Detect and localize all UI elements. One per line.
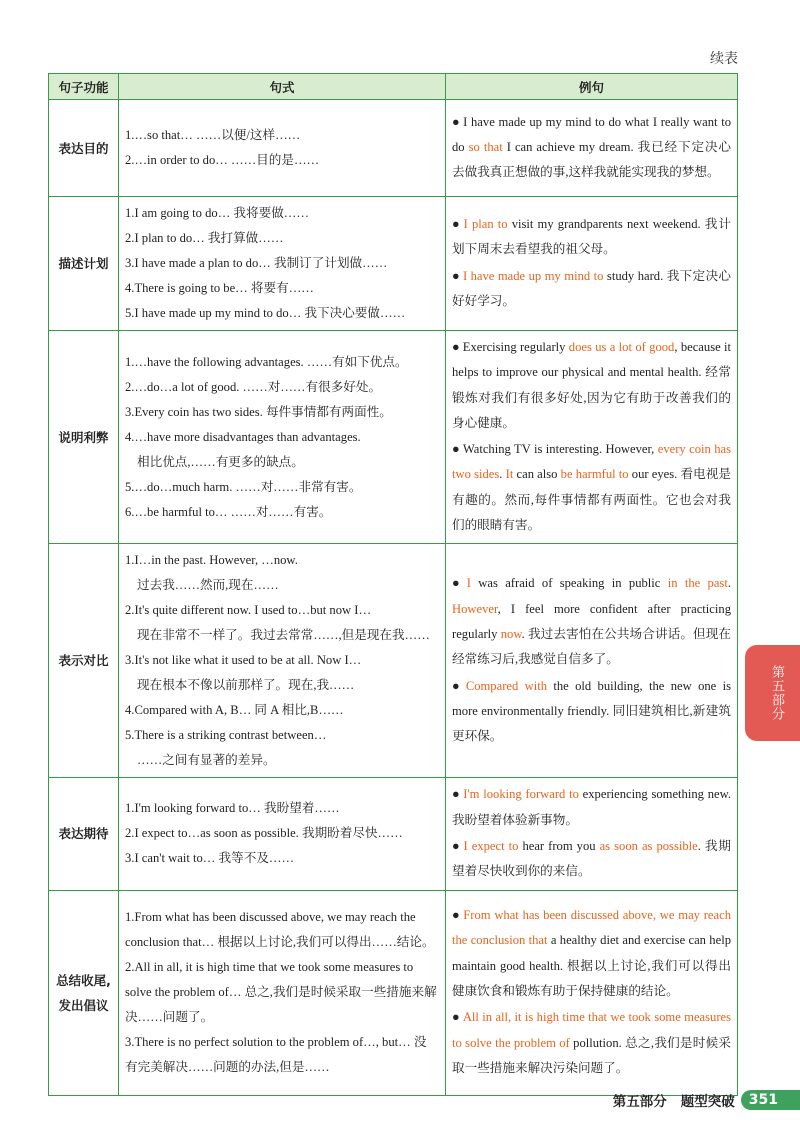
highlighted-phrase: so that: [468, 139, 503, 154]
pattern-line: 1.From what has been discussed above, we may reach the conclusion that… 根据以上讨论,我们可以得出……结论。: [125, 910, 435, 950]
pattern-line: 4.There is going to be… 将要有……: [125, 281, 314, 295]
pattern-line: ……之间有显著的差异。: [137, 753, 276, 768]
example-text: our eyes. 看电视是有趣的。然而,每件事情都有两面性。它也会对我们的眼睛有害。: [452, 467, 731, 533]
pattern-line: 3.There is no perfect solution to the problem of…, but… 没有完美解决……问题的办法,但是……: [125, 1035, 427, 1075]
function-cell: 表达期待: [49, 778, 119, 890]
table-row: [49, 544, 738, 778]
pattern-line: 现在根本不像以前那样了。现在,我……: [137, 678, 355, 693]
highlighted-phrase: Compared with: [465, 678, 548, 693]
example-text: . 我过去害怕在公共场合讲话。但现在经常练习后,我感觉自信多了。: [452, 626, 732, 667]
example-text: I have made up my mind to do what I really want to do: [452, 114, 732, 154]
function-cell: 说明利弊: [49, 331, 119, 544]
example-text: .: [727, 576, 731, 591]
bullet-icon: ●: [452, 838, 461, 853]
function-cell: 表示对比: [49, 544, 119, 778]
pattern-line: 3.It's not like what it used to be at all. Now I…: [125, 653, 362, 668]
pattern-line: 1.I am going to do… 我将要做……: [125, 206, 309, 220]
highlighted-phrase: I expect to: [463, 838, 519, 853]
example-text: Exercising regularly: [462, 340, 569, 354]
highlighted-phrase: I'm looking forward to: [463, 787, 579, 802]
example-text: .: [499, 467, 506, 482]
example-sentence: [452, 110, 731, 186]
example-text: pollution. 总之,我们是时候采取一些措施来解决污染问题了。: [452, 1035, 731, 1075]
pattern-line: 3.I have made a plan to do… 我制订了计划做……: [125, 256, 388, 270]
table-header-row: [49, 74, 738, 100]
example-sentence: [452, 437, 731, 538]
section-side-tab: [745, 645, 800, 741]
example-sentence: [452, 782, 731, 833]
table-row: [49, 778, 738, 890]
pattern-line: 4.…have more disadvantages than advantages.: [125, 429, 361, 444]
bullet-icon: ●: [452, 268, 460, 283]
bullet-icon: ●: [452, 340, 460, 354]
footer-topic: 题型突破: [680, 1094, 735, 1110]
pattern-line: 4.Compared with A, B… 同 A 相比,B……: [125, 703, 344, 718]
example-text: I can achieve my dream. 我已经下定决心去做我真正想做的事,这样我就能实现我的梦想。: [452, 139, 731, 180]
example-sentence: [452, 834, 731, 885]
example-cell: [446, 890, 738, 1095]
header-pattern: 句式: [119, 74, 446, 100]
example-sentence: [452, 264, 731, 315]
highlighted-phrase: every coin has two sides: [452, 442, 731, 482]
example-sentence: [452, 212, 731, 263]
pattern-line: 5.…do…much harm. ……对……非常有害。: [125, 479, 362, 494]
pattern-line: 现在非常不一样了。我过去常常……,但是现在我……: [137, 628, 430, 643]
pattern-line: 2.…in order to do… ……目的是……: [125, 153, 320, 167]
pattern-cell: [119, 331, 446, 544]
function-cell: 表达目的: [49, 100, 119, 197]
pattern-line: 2.I expect to…as soon as possible. 我期盼着尽快……: [125, 826, 403, 841]
example-text: was afraid of speaking in public: [470, 576, 668, 591]
example-text: . 我期望着尽快收到你的来信。: [452, 838, 732, 879]
example-text: study hard. 我下定决心好好学习。: [452, 268, 732, 308]
pattern-line: 2.I plan to do… 我打算做……: [125, 231, 284, 245]
page-number: 351: [741, 1090, 800, 1110]
example-text: Watching TV is interesting. However,: [462, 442, 658, 457]
highlighted-phrase: does us a lot of good: [568, 340, 675, 354]
example-cell: [446, 544, 738, 778]
sentence-pattern-table: [48, 73, 738, 1096]
highlighted-phrase: From what has been discussed above, we may reach the conclusion that: [452, 908, 731, 948]
table-row: [49, 197, 738, 331]
highlighted-phrase: in the past: [667, 576, 728, 591]
highlighted-phrase: be harmful to: [560, 467, 629, 482]
pattern-line: 5.I have made up my mind to do… 我下决心要做……: [125, 306, 406, 320]
example-sentence: [452, 571, 731, 672]
pattern-line: 2.…do…a lot of good. ……对……有很多好处。: [125, 379, 382, 394]
example-cell: [446, 331, 738, 544]
bullet-icon: ●: [452, 678, 463, 693]
example-text: a healthy diet and exercise can help maintain good health. 根据以上讨论,我们可以得出健康饮食和锻炼有助于保持健康的结论。: [452, 933, 731, 998]
table-row: [49, 890, 738, 1095]
highlighted-phrase: as soon as possible: [599, 838, 698, 853]
highlighted-phrase: All in all, it is high time that we took some measures to solve the problem of: [452, 1010, 732, 1050]
header-example: 例句: [446, 74, 738, 100]
example-cell: [446, 778, 738, 890]
bullet-icon: ●: [452, 114, 461, 129]
pattern-cell: [119, 100, 446, 197]
example-sentence: [452, 335, 731, 436]
pattern-line: 相比优点,……有更多的缺点。: [137, 454, 304, 469]
example-text: hear from you: [518, 838, 600, 853]
table-body: [49, 100, 738, 1096]
pattern-cell: [119, 890, 446, 1095]
function-cell: 总结收尾, 发出倡议: [49, 890, 119, 1095]
pattern-line: 1.I…in the past. However, …now.: [125, 553, 298, 568]
example-sentence: [452, 1005, 731, 1081]
footer-section: 第五部分: [612, 1094, 667, 1110]
highlighted-phrase: now: [500, 626, 522, 641]
example-cell: [446, 100, 738, 197]
example-text: visit my grandparents next weekend. 我计划下周末去看望我的祖父母。: [452, 216, 731, 257]
pattern-line: 2.All in all, it is high time that we took some measures to solve the problem of… 总之,我们是时候采取一些措施来解决……问题了。: [125, 960, 437, 1025]
pattern-line: 1.…so that… ……以便/这样……: [125, 128, 301, 142]
highlighted-phrase: However: [452, 601, 498, 616]
bullet-icon: ●: [452, 442, 460, 457]
highlighted-phrase: I have made up my mind to: [462, 268, 604, 283]
pattern-line: 1.…have the following advantages. ……有如下优点。: [125, 354, 408, 369]
bullet-icon: ●: [452, 576, 464, 591]
example-text: can also: [513, 467, 561, 482]
pattern-line: 过去我……然而,现在……: [137, 578, 279, 593]
pattern-line: 6.…be harmful to… ……对……有害。: [125, 504, 332, 519]
highlighted-phrase: I: [466, 576, 471, 591]
example-sentence: [452, 903, 731, 1004]
bullet-icon: ●: [452, 787, 461, 802]
example-text: , I feel more confident after practicing regularly: [452, 601, 731, 641]
function-cell: 描述计划: [49, 197, 119, 331]
table-row: [49, 331, 738, 544]
pattern-cell: [119, 778, 446, 890]
page-footer: [613, 1090, 800, 1110]
example-text: experiencing something new. 我盼望着体验新事物。: [452, 787, 732, 827]
pattern-line: 3.Every coin has two sides. 每件事情都有两面性。: [125, 404, 392, 419]
example-text: , because it helps to improve our physical and mental health. 经常锻炼对我们有很多好处,因为它有助于改善我们的身心健康。: [452, 340, 732, 430]
header-function: 句子功能: [49, 74, 119, 100]
example-sentence: [452, 674, 731, 750]
table-row: [49, 100, 738, 197]
highlighted-phrase: It: [505, 467, 514, 482]
bullet-icon: ●: [452, 216, 461, 231]
highlighted-phrase: I plan to: [463, 216, 508, 231]
example-cell: [446, 197, 738, 331]
side-tab-label: 第五部分: [769, 665, 784, 721]
pattern-line: 1.I'm looking forward to… 我盼望着……: [125, 801, 340, 816]
pattern-line: 2.It's quite different now. I used to…but now I…: [125, 603, 372, 618]
pattern-cell: [119, 197, 446, 331]
pattern-cell: [119, 544, 446, 778]
bullet-icon: ●: [452, 1010, 460, 1025]
continued-label: 续表: [710, 51, 738, 67]
pattern-line: 3.I can't wait to… 我等不及……: [125, 851, 295, 866]
pattern-line: 5.There is a striking contrast between…: [125, 728, 327, 743]
bullet-icon: ●: [452, 908, 461, 923]
example-text: the old building, the new one is more environmentally friendly. 同旧建筑相比,新建筑更环保。: [452, 678, 731, 744]
